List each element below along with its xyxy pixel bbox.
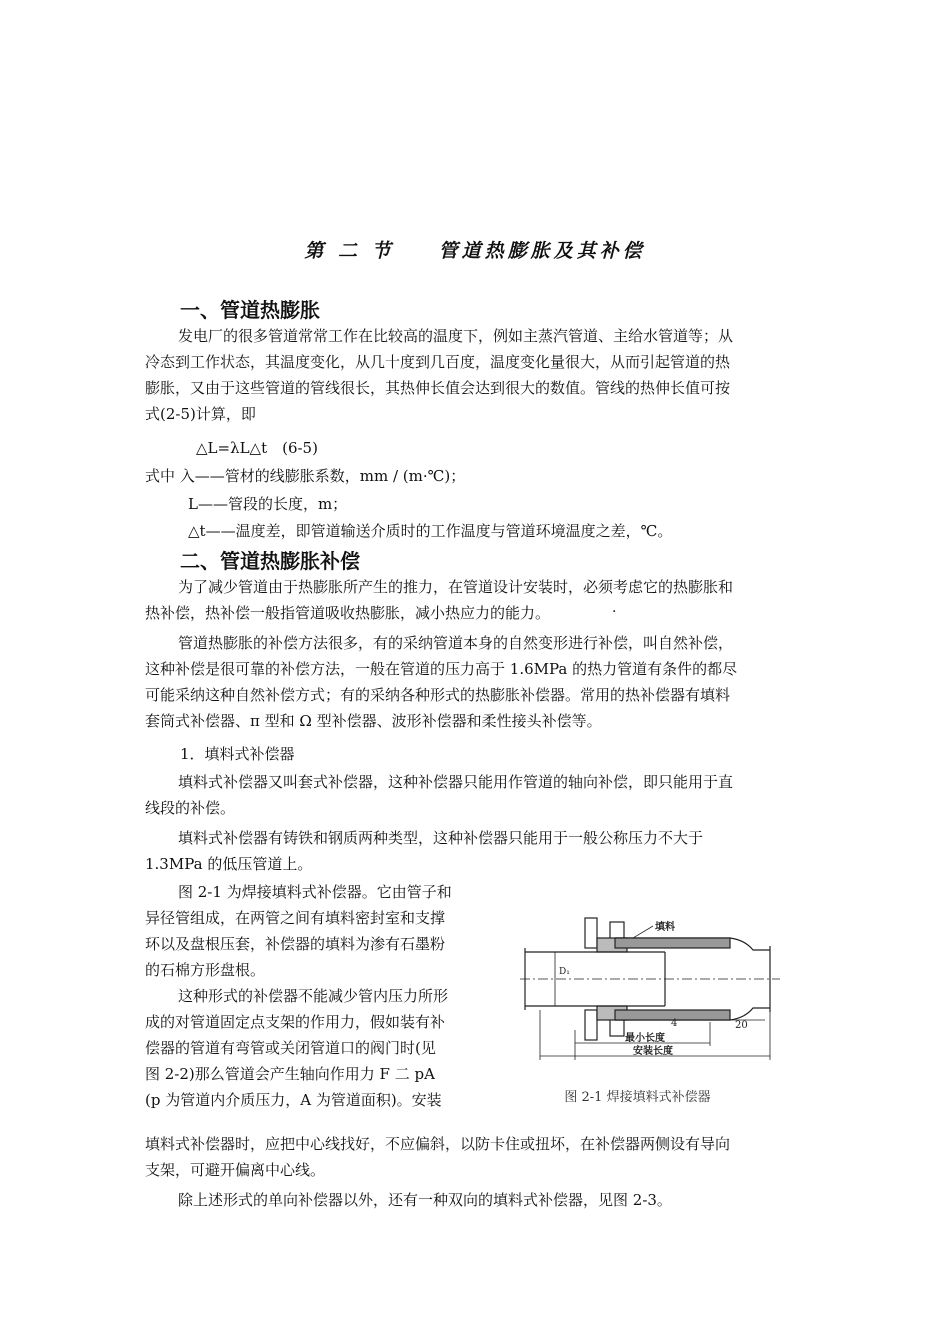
text-line: 冷态到工作状态，其温度变化，从几十度到几百度，温度变化量很大，从而引起管道的热 — [145, 353, 731, 371]
definition-lambda: 式中 入——管材的线膨胀系数，mm / (m·℃)； — [145, 467, 466, 485]
bolt-bottom — [585, 1010, 597, 1040]
text-line: 热补偿，热补偿一般指管道吸收热膨胀，减小热应力的能力。 — [145, 604, 551, 622]
paragraph-packing-types — [145, 825, 800, 877]
text-line: 支架，可避开偏离中心线。 — [145, 1161, 326, 1179]
text-line: 套筒式补偿器、π 型和 Ω 型补偿器、波形补偿器和柔性接头补偿等。 — [145, 712, 602, 730]
text-line: 填料式补偿器又叫套式补偿器，这种补偿器只能用作管道的轴向补偿，即只能用于直 — [178, 773, 734, 791]
text-line: 的石棉方形盘根。 — [145, 961, 266, 979]
text-line: 这种补偿是很可靠的补偿方法，一般在管道的压力高于 1.6MPa 的热力管道有条件的都尽 — [145, 660, 738, 678]
definition-length: L——管段的长度，m； — [188, 495, 348, 513]
heading-expansion-compensation: 二、管道热膨胀补偿 — [180, 549, 360, 573]
text-line: 图 2-1 为焊接填料式补偿器。它由管子和 — [178, 883, 452, 901]
paragraph-expansion-intro — [145, 323, 800, 427]
text-line: 膨胀，又由于这些管道的管线很长，其热伸长值会达到很大的数值。管线的热伸长值可按 — [145, 379, 731, 397]
figure-label-4: 4 — [671, 1018, 678, 1029]
text-line: 发电厂的很多管道常常工作在比较高的温度下，例如主蒸汽管道、主给水管道等；从 — [178, 327, 734, 345]
formula: △L=λL△t (6-5) — [196, 439, 318, 457]
text-line: 可能采纳这种自然补偿方式；有的采纳各种形式的热膨胀补偿器。常用的热补偿器有填料 — [145, 686, 731, 704]
text-line: 除上述形式的单向补偿器以外，还有一种双向的填料式补偿器，见图 2-3。 — [178, 1191, 672, 1209]
text-line: 环以及盘根压套，补偿器的填料为渗有石墨粉 — [145, 935, 446, 953]
figure-label-20: 20 — [735, 1020, 748, 1031]
paragraph-packing-axial — [145, 769, 800, 821]
section-title — [0, 236, 950, 263]
section-name: 管道热膨胀及其补偿 — [438, 240, 646, 262]
heading-thermal-expansion: 一、管道热膨胀 — [180, 298, 320, 322]
paragraph-compensation-methods — [145, 630, 800, 734]
text-line: 成的对管道固定点支架的作用力，假如装有补 — [145, 1013, 446, 1031]
text-line: 管道热膨胀的补偿方法很多，有的采纳管道本身的自然变形进行补偿，叫自然补偿， — [178, 634, 734, 652]
section-number: 第 二 节 — [304, 240, 395, 262]
text-line: 1.3MPa 的低压管道上。 — [145, 855, 313, 873]
figure-caption: 图 2-1 焊接填料式补偿器 — [564, 1090, 711, 1105]
text-line: 填料式补偿器有铸铁和钢质两种类型，这种补偿器只能用于一般公称压力不大于 — [178, 829, 704, 847]
text-line: 图 2-2)那么管道会产生轴向作用力 F 二 pA — [145, 1065, 435, 1083]
figure-label-packing: 填料 — [655, 922, 675, 933]
figure-label-d1: D₁ — [559, 967, 570, 977]
figure-label-install-length: 安装长度 — [633, 1046, 673, 1057]
paragraph-figure-description — [145, 879, 485, 1113]
subheading-packing-compensator: 1．填料式补偿器 — [180, 745, 295, 763]
paragraph-installation — [145, 1131, 800, 1183]
text-line: 线段的补偿。 — [145, 799, 236, 817]
text-line: 填料式补偿器时，应把中心线找好，不应偏斜，以防卡住或扭坏，在补偿器两侧设有导向 — [145, 1135, 731, 1153]
figure-packing-compensator — [515, 910, 785, 1070]
figure-label-min-length: 最小长度 — [625, 1033, 665, 1044]
text-line: (p 为管道内介质压力，A 为管道面积)。安装 — [145, 1091, 442, 1109]
text-line: 式(2-5)计算，即 — [145, 405, 256, 423]
paragraph-bidirectional — [145, 1187, 800, 1213]
paragraph-compensation-intro — [145, 574, 800, 626]
stray-mark: · — [612, 604, 617, 620]
definition-delta-t: △t——温度差，即管道输送介质时的工作温度与管道环境温度之差，℃。 — [188, 522, 673, 540]
text-line: 这种形式的补偿器不能减少管内压力所形 — [178, 987, 449, 1005]
text-line: 异径管组成，在两管之间有填料密封室和支撑 — [145, 909, 446, 927]
bolt-top — [585, 918, 597, 948]
text-line: 偿器的管道有弯管或关闭管道口的阀门时(见 — [145, 1039, 436, 1057]
text-line: 为了减少管道由于热膨胀所产生的推力，在管道设计安装时，必须考虑它的热膨胀和 — [178, 578, 734, 596]
